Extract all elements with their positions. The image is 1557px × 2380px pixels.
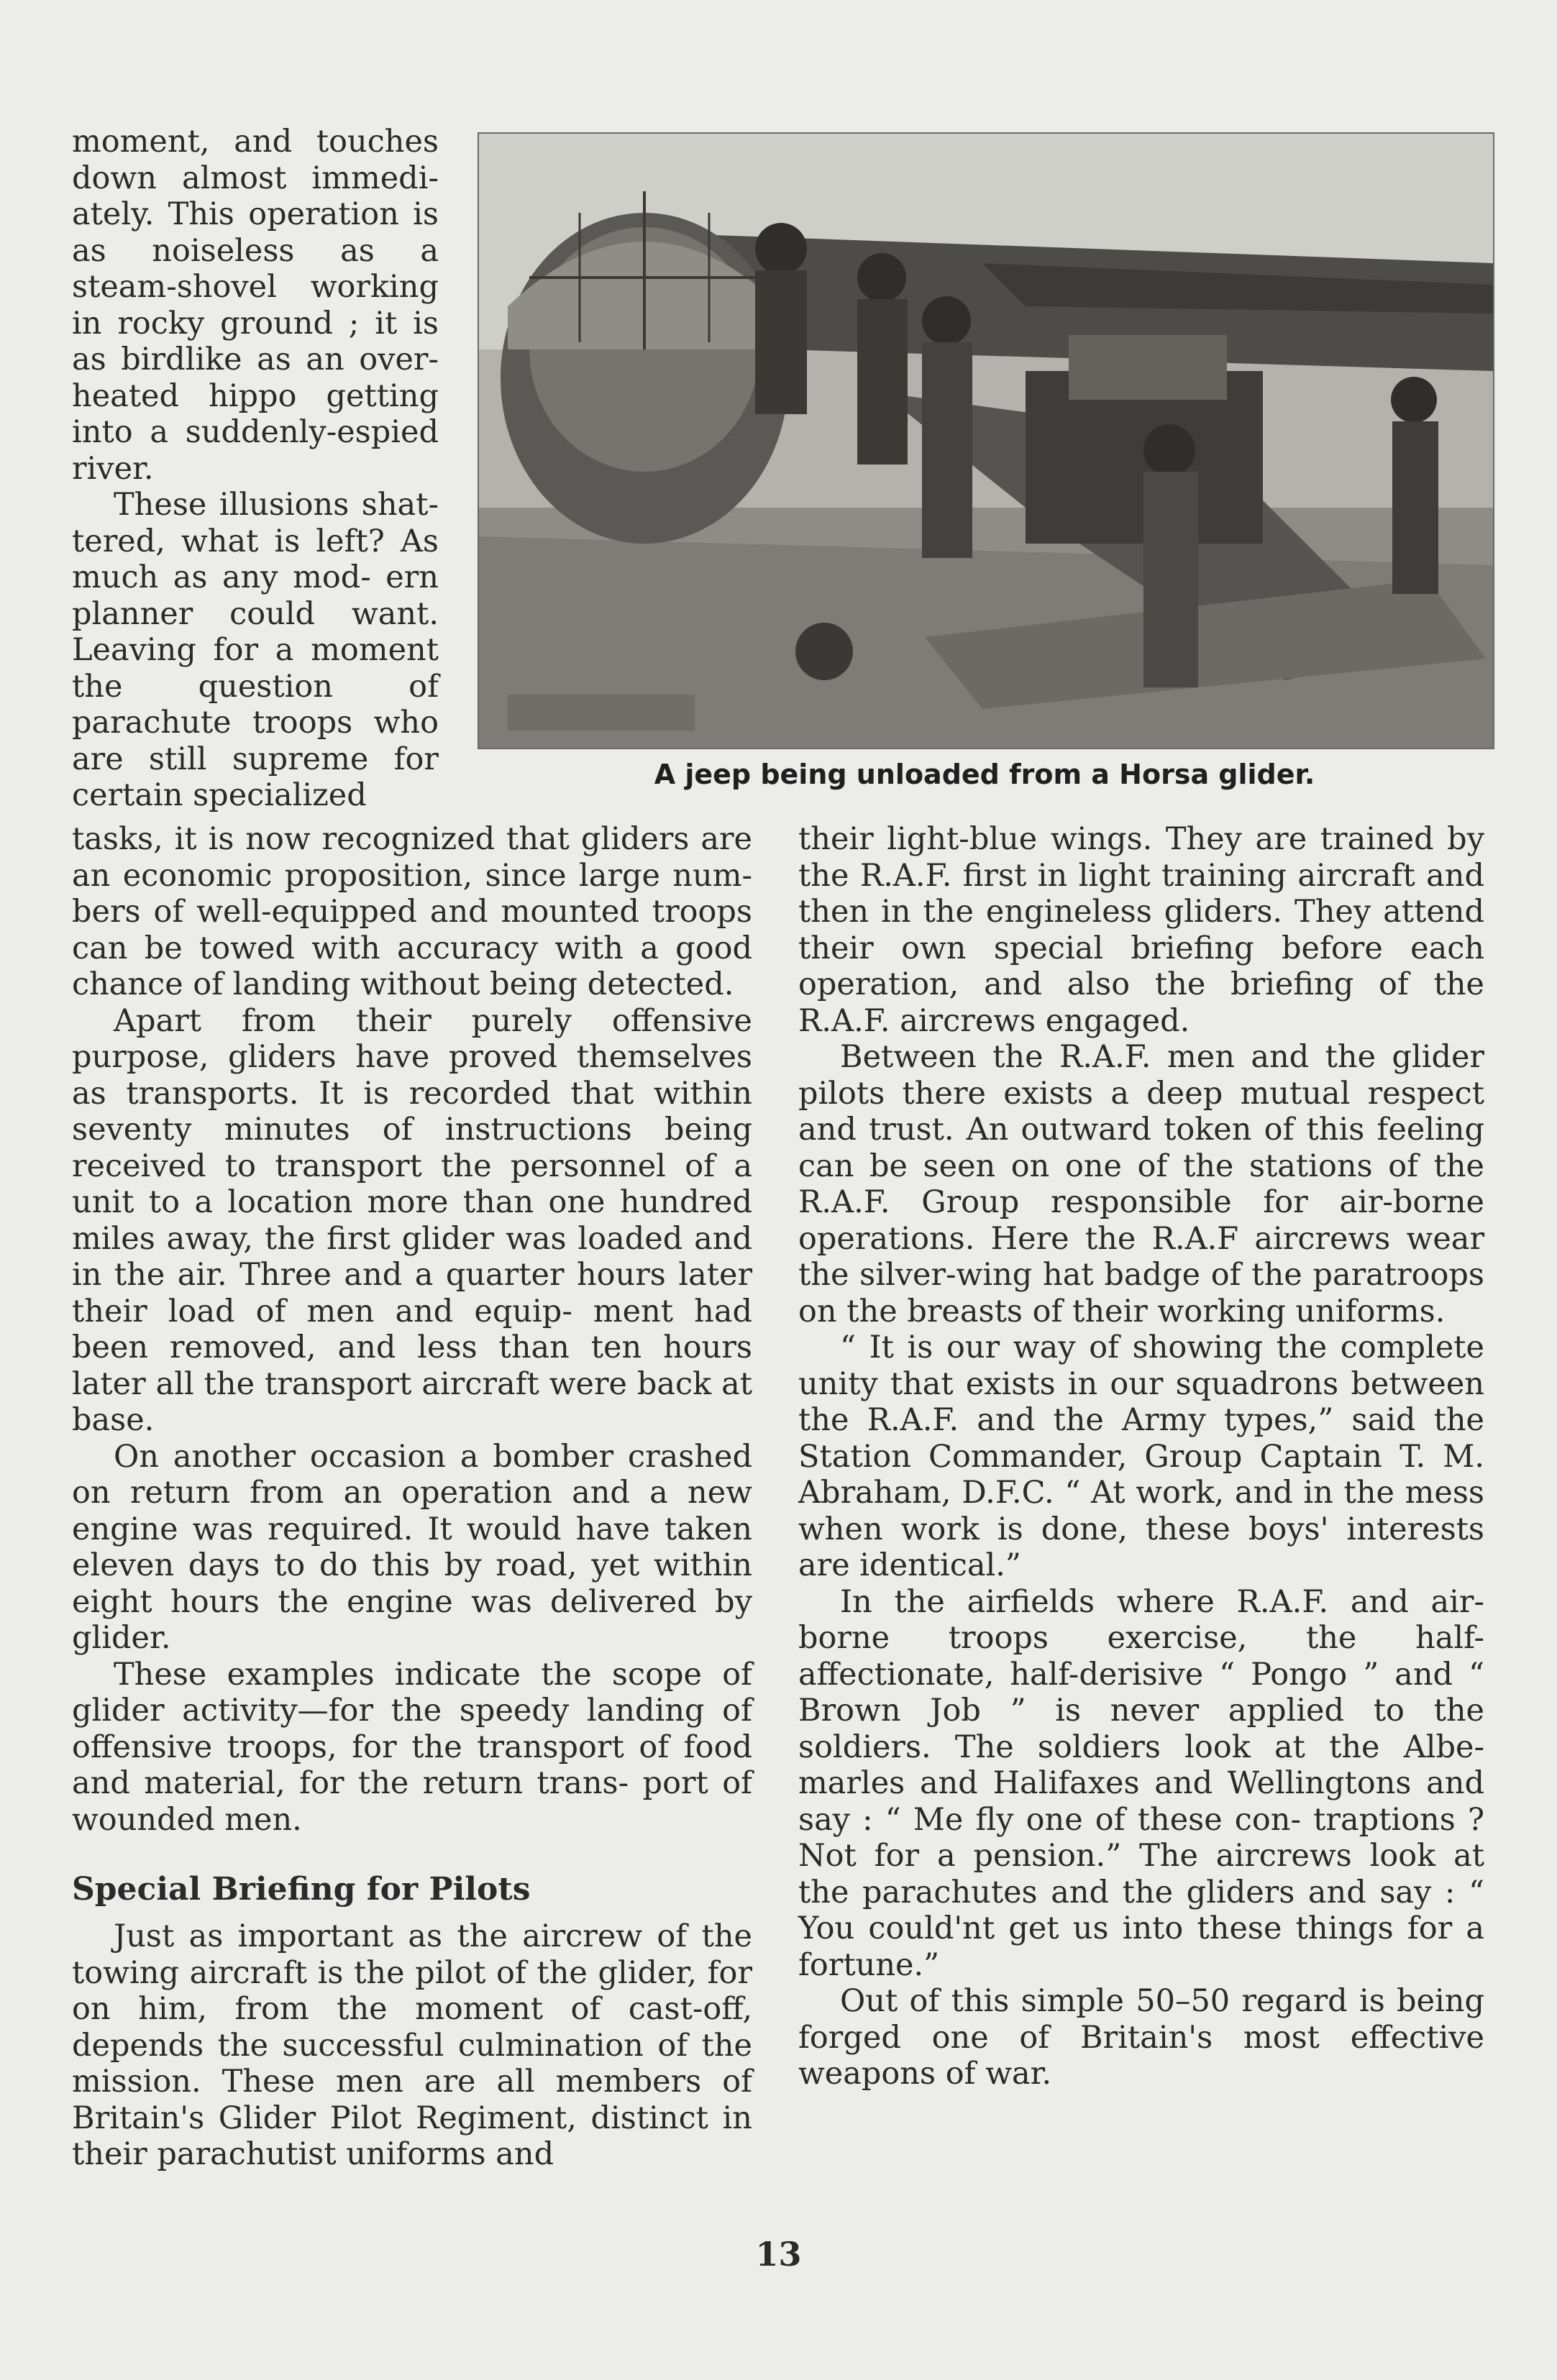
page-number: 13: [755, 2235, 802, 2274]
paragraph-top-2: These illusions shat- tered, what is left? As much as any mod- ern planner could want. Leaving for a moment the question of parachute troops who are still supreme for certain specialized: [72, 487, 439, 813]
left-column: [72, 821, 752, 2173]
paragraph-top-1: moment, and touches down almost immedi- ately. This operation is as noiseless as a steam-shovel working in rocky ground ; it is as birdlike as an over- heated hippo getting into a suddenly-espied river.: [72, 124, 439, 487]
paragraph-right-5: Out of this simple 50–50 regard is being forged one of Britain's most effective weapons of war.: [798, 1983, 1484, 2092]
top-left-column: [72, 124, 439, 814]
paragraph-left-3: On another occasion a bomber crashed on return from an operation and a new engine was required. It would have taken eleven days to do this by road, yet within eight hours the engine was delivered by glider.: [72, 1438, 752, 1656]
jeep-horsa-glider-image: [479, 134, 1493, 748]
right-column: [798, 821, 1484, 2092]
paragraph-right-3: “ It is our way of showing the complete unity that exists in our squadrons between the R.A.F. and the Army types,” said the Station Commander, Group Captain T. M. Abraham, D.F.C. “ At work, and in the mess when work is done, these boys' interests are identical.”: [798, 1329, 1484, 1583]
paragraph-left-2: Apart from their purely offensive purpose, gliders have proved themselves as transports. It is recorded that within seventy minutes of instructions being received to transport the personnel of a unit to a location more than one hundred miles away, the first glider was loaded and in the air. Three and a quarter hours later their load of men and equip- ment had been removed, and less than ten hours later all the transport aircraft were back at base.: [72, 1002, 752, 1438]
glider-photo: [478, 132, 1494, 749]
paragraph-right-1: their light-blue wings. They are trained by the R.A.F. first in light training aircraft and then in the engineless gliders. They attend their own special briefing before each operation, and also the briefing of the R.A.F. aircrews engaged.: [798, 821, 1484, 1039]
paragraph-left-1: tasks, it is now recognized that gliders are an economic proposition, since large num- bers of well-equipped and mounted troops can be towed with accuracy with a good chance of landing without being detected.: [72, 821, 752, 1002]
section-heading: Special Briefing for Pilots: [72, 1871, 531, 1908]
paragraph-left-4: These examples indicate the scope of glider activity—for the speedy landing of offensive troops, for the transport of food and material, for the return trans- port of wounded men.: [72, 1656, 752, 1838]
photo-caption: A jeep being unloaded from a Horsa glider.: [654, 759, 1315, 790]
paragraph-right-2: Between the R.A.F. men and the glider pilots there exists a deep mutual respect and trust. An outward token of this feeling can be seen on one of the stations of the R.A.F. Group responsible for air-borne operations. Here the R.A.F aircrews wear the silver-wing hat badge of the paratroops on the breasts of their working uniforms.: [798, 1039, 1484, 1329]
paragraph-right-4: In the airfields where R.A.F. and air- borne troops exercise, the half- affectionate, half-derisive “ Pongo ” and “ Brown Job ” is never applied to the soldiers. The soldiers look at the Albe- marles and Halifaxes and Wellingtons and say : “ Me fly one of these con- traptions ? Not for a pension.” The aircrews look at the parachutes and the gliders and say : “ You could'nt get us into these things for a fortune.”: [798, 1583, 1484, 1983]
paragraph-left-5: Just as important as the aircrew of the towing aircraft is the pilot of the glider, for on him, from the moment of cast-off, depends the successful culmination of the mission. These men are all members of Britain's Glider Pilot Regiment, distinct in their parachutist uniforms and: [72, 1918, 752, 2172]
